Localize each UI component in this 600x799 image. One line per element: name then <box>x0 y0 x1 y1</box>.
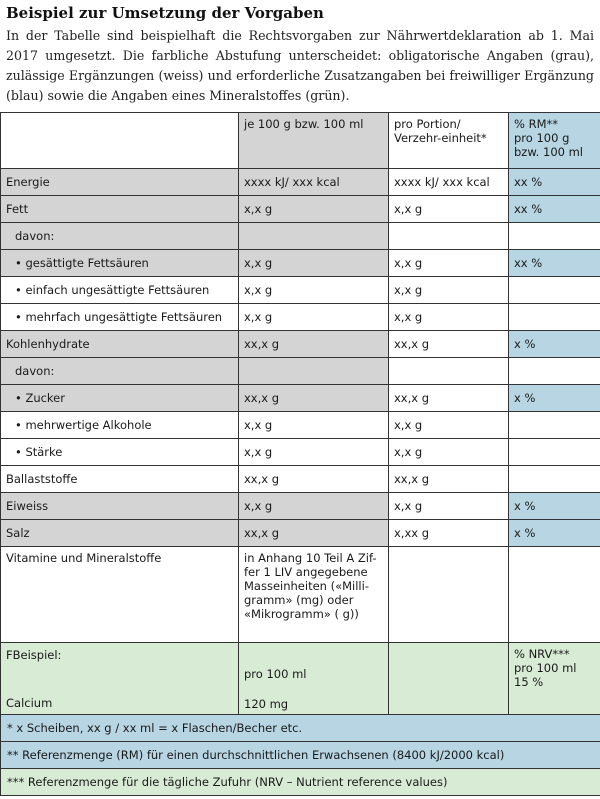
table-row <box>1 439 600 466</box>
table-row <box>1 223 600 250</box>
vitamine-empty-2 <box>509 547 600 643</box>
mineral-per-100 <box>239 643 389 715</box>
row-per-portion: x,x g <box>389 250 509 277</box>
row-label: davon: <box>1 358 239 385</box>
vitamine-units-l2: fer 1 LIV angegebene <box>244 565 368 579</box>
row-label: Fett <box>1 196 239 223</box>
mineral-row <box>1 643 600 715</box>
mineral-per-100-a: pro 100 ml <box>244 667 307 681</box>
row-label: • Zucker <box>1 385 239 412</box>
table-row <box>1 385 600 412</box>
row-per-100: x,x g <box>239 304 389 331</box>
table-row <box>1 412 600 439</box>
row-per-100: xx,x g <box>239 466 389 493</box>
mineral-label-bottom: Calcium <box>6 696 53 710</box>
row-per-portion: xx,x g <box>389 466 509 493</box>
row-per-portion: x,x g <box>389 439 509 466</box>
row-rm: x % <box>509 331 600 358</box>
header-per-100: je 100 g bzw. 100 ml <box>239 113 389 169</box>
header-rm-l2: pro 100 g <box>514 131 570 145</box>
footnote-1: * x Scheiben, xx g / xx ml = x Flaschen/Becher etc. <box>1 715 600 742</box>
mineral-nrv-b: pro 100 ml <box>514 661 577 675</box>
page-title: Beispiel zur Umsetzung der Vorgaben <box>6 4 324 22</box>
intro-paragraph: In der Tabelle sind beispielhaft die Rechtsvorgaben zur Nährwertdeklaration ab 1. Mai 2017 umgesetzt. Die farbliche Abstufung unterscheidet: obligatorische Angaben (grau), zulässige Ergänzungen (weiss) und erforderliche Zusatzangaben bei freiwilliger Ergänzung (blau) sowie die Angaben eines Mineralstoffes (grün). <box>6 28 594 103</box>
row-rm <box>509 277 600 304</box>
row-per-100: xx,x g <box>239 385 389 412</box>
table-row <box>1 358 600 385</box>
row-per-100: x,x g <box>239 196 389 223</box>
table-header-row <box>1 113 600 169</box>
vitamine-units <box>239 547 389 643</box>
row-per-portion <box>389 223 509 250</box>
row-rm: x % <box>509 385 600 412</box>
mineral-per-portion <box>389 643 509 715</box>
vitamine-empty-1 <box>389 547 509 643</box>
vitamine-units-l3: Masseinheiten («Milli- <box>244 579 369 593</box>
vitamine-units-l4: gramm» (mg) oder <box>244 593 354 607</box>
table-row <box>1 169 600 196</box>
row-rm: xx % <box>509 196 600 223</box>
header-per-portion <box>389 113 509 169</box>
row-rm: x % <box>509 493 600 520</box>
footnote-row <box>1 715 600 742</box>
mineral-nrv-c: 15 % <box>514 675 544 689</box>
vitamine-row <box>1 547 600 643</box>
row-label: Salz <box>1 520 239 547</box>
row-rm <box>509 412 600 439</box>
row-per-portion: xxxx kJ/ xxx kcal <box>389 169 509 196</box>
row-rm <box>509 304 600 331</box>
row-label: Kohlenhydrate <box>1 331 239 358</box>
table-row <box>1 493 600 520</box>
header-empty-cell <box>1 113 239 169</box>
row-per-portion: x,x g <box>389 304 509 331</box>
row-label: • mehrwertige Alkohole <box>1 412 239 439</box>
footnote-3: *** Referenzmenge für die tägliche Zufuhr (NRV – Nutrient reference values) <box>1 769 600 796</box>
row-rm <box>509 466 600 493</box>
table-row <box>1 466 600 493</box>
row-per-portion <box>389 358 509 385</box>
table-row <box>1 304 600 331</box>
row-per-100: x,x g <box>239 412 389 439</box>
mineral-nrv-a: % NRV*** <box>514 647 570 661</box>
header-per-portion-l1: pro Portion/ <box>394 117 461 131</box>
mineral-label <box>1 643 239 715</box>
row-per-portion: xx,x g <box>389 385 509 412</box>
table-row <box>1 520 600 547</box>
row-rm: xx % <box>509 169 600 196</box>
footnote-row <box>1 769 600 796</box>
footnote-row <box>1 742 600 769</box>
row-rm <box>509 358 600 385</box>
header-rm <box>509 113 600 169</box>
row-label: Energie <box>1 169 239 196</box>
row-rm <box>509 439 600 466</box>
row-rm: x % <box>509 520 600 547</box>
vitamine-label: Vitamine und Mineralstoffe <box>1 547 239 643</box>
row-label: • einfach ungesättigte Fettsäuren <box>1 277 239 304</box>
row-per-100: xx,x g <box>239 520 389 547</box>
row-per-100: x,x g <box>239 277 389 304</box>
table-row <box>1 250 600 277</box>
header-rm-l1: % RM** <box>514 117 558 131</box>
row-per-portion: x,x g <box>389 277 509 304</box>
row-per-100 <box>239 358 389 385</box>
mineral-label-top: FBeispiel: <box>6 648 62 662</box>
row-per-portion: xx,x g <box>389 331 509 358</box>
row-per-portion: x,x g <box>389 196 509 223</box>
row-per-100: x,x g <box>239 439 389 466</box>
table-row <box>1 196 600 223</box>
row-label: • gesättigte Fettsäuren <box>1 250 239 277</box>
row-label: • Stärke <box>1 439 239 466</box>
header-rm-l3: bzw. 100 ml <box>514 145 583 159</box>
row-per-portion: x,xx g <box>389 520 509 547</box>
vitamine-units-l1: in Anhang 10 Teil A Zif- <box>244 551 377 565</box>
row-per-portion: x,x g <box>389 493 509 520</box>
row-per-100: x,x g <box>239 493 389 520</box>
row-label: • mehrfach ungesättigte Fettsäuren <box>1 304 239 331</box>
row-label: davon: <box>1 223 239 250</box>
row-label: Eiweiss <box>1 493 239 520</box>
vitamine-units-l5: «Mikrogramm» ( g)) <box>244 607 359 621</box>
row-per-100 <box>239 223 389 250</box>
row-per-portion: x,x g <box>389 412 509 439</box>
row-per-100: x,x g <box>239 250 389 277</box>
row-per-100: xxxx kJ/ xxx kcal <box>239 169 389 196</box>
row-label: Ballaststoffe <box>1 466 239 493</box>
mineral-per-100-b: 120 mg <box>244 697 289 711</box>
nutrition-table <box>0 112 600 796</box>
header-per-portion-l2: Verzehr-einheit* <box>394 131 487 145</box>
row-rm <box>509 223 600 250</box>
table-row <box>1 277 600 304</box>
row-per-100: xx,x g <box>239 331 389 358</box>
row-rm: xx % <box>509 250 600 277</box>
mineral-nrv <box>509 643 600 715</box>
footnote-2: ** Referenzmenge (RM) für einen durchschnittlichen Erwachsenen (8400 kJ/2000 kcal) <box>1 742 600 769</box>
table-row <box>1 331 600 358</box>
